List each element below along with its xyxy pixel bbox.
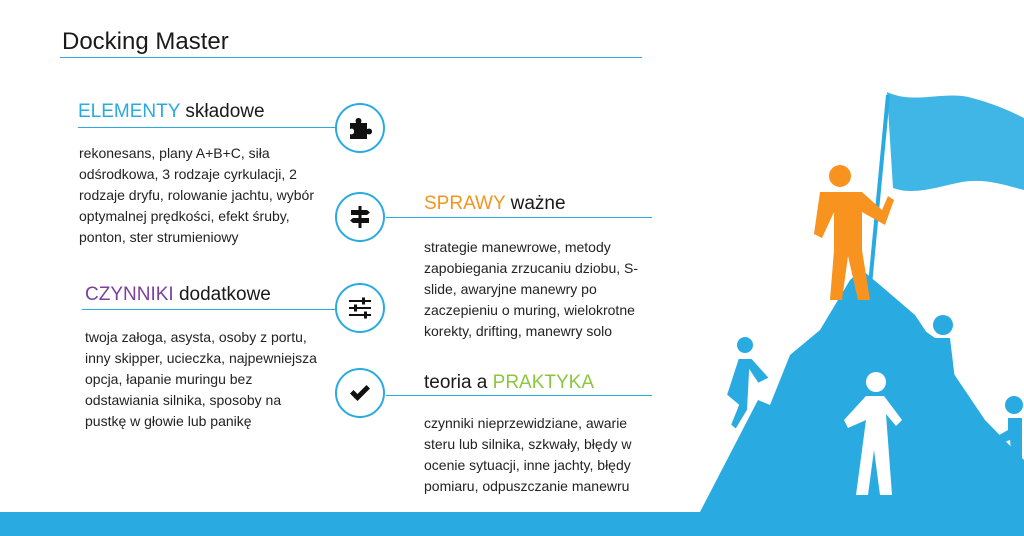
rule-elementy <box>78 127 336 128</box>
heading-czynniki <box>85 284 271 306</box>
heading-teoria <box>424 372 594 394</box>
signpost-icon-circle <box>335 192 385 242</box>
checkmark-icon-circle <box>335 368 385 418</box>
heading-teoria-highlight: PRAKTYKA <box>492 372 595 393</box>
signpost-icon <box>347 204 373 230</box>
rule-teoria <box>386 395 652 396</box>
body-czynniki: twoja załoga, asysta, osoby z portu, inny skipper, ucieczka, najpewniejsza opcja, łapanie muringu bez odstawiania silnika, sposoby na pustkę w głowie lub panikę <box>85 329 317 429</box>
heading-elementy <box>78 101 265 123</box>
body-teoria: czynniki nieprzewidziane, awarie steru lub silnika, szkwały, błędy w ocenie sytuacji, inne jachty, błędy pomiaru, odpuszczanie manewru <box>424 415 632 494</box>
puzzle-icon <box>347 115 373 141</box>
page-title: Docking Master <box>62 28 229 55</box>
body-sprawy: strategie manewrowe, metody zapobiegania zrzucaniu dziobu, S-slide, awaryjne manewry po zaczepieniu o muring, wielokrotne korekty, drifting, manewry solo <box>424 239 639 339</box>
heading-sprawy <box>424 193 566 215</box>
rule-czynniki <box>82 309 336 310</box>
heading-elementy-highlight: ELEMENTY <box>78 101 181 122</box>
heading-sprawy-highlight: SPRAWY <box>424 193 506 214</box>
body-elementy: rekonesans, plany A+B+C, siła odśrodkowa, 3 rodzaje cyrkulacji, 2 rodzaje dryfu, rolowanie jachtu, wybór optymalnej prędkości, efekt śruby, ponton, ster strumieniowy <box>79 145 315 245</box>
sliders-icon-circle <box>335 283 385 333</box>
heading-teoria-prefix: teoria a <box>424 372 488 393</box>
puzzle-icon-circle <box>335 103 385 153</box>
checkmark-icon <box>347 380 373 406</box>
mountain-illustration <box>640 90 1024 512</box>
sliders-icon <box>347 295 373 321</box>
bottom-bar <box>0 512 1024 536</box>
flag-icon <box>887 92 1024 191</box>
heading-sprawy-rest: ważne <box>510 193 566 214</box>
heading-czynniki-rest: dodatkowe <box>178 284 271 305</box>
heading-czynniki-highlight: CZYNNIKI <box>85 284 174 305</box>
title-divider <box>60 57 642 58</box>
rule-sprawy <box>386 217 652 218</box>
heading-elementy-rest: składowe <box>185 101 265 122</box>
climber-leader-icon <box>814 165 894 300</box>
